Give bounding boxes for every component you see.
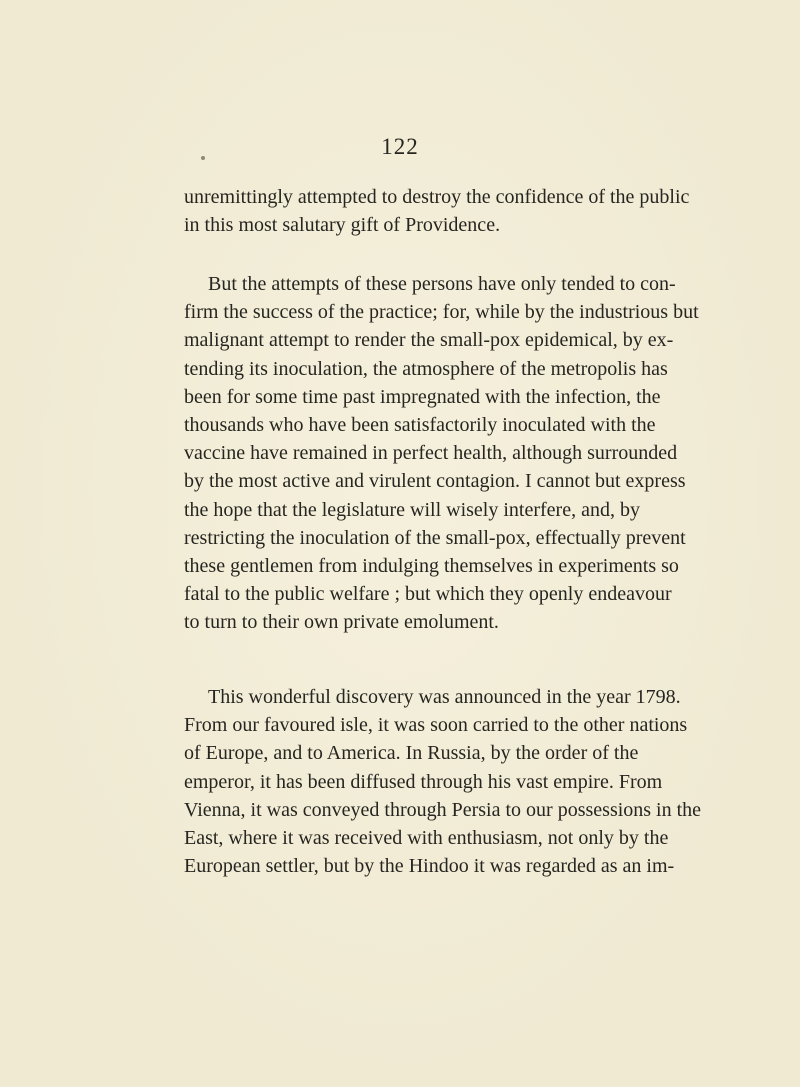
text-line: unremittingly attempted to destroy the confidence of the public <box>184 186 690 208</box>
text-line: firm the success of the practice; for, while by the industrious but <box>184 301 699 324</box>
paragraph-2 <box>184 270 699 636</box>
text-line: vaccine have remained in perfect health, although surrounded <box>184 442 678 465</box>
text-line: European settler, but by the Hindoo it was regarded as an im- <box>184 855 675 878</box>
paragraph-3 <box>184 683 702 880</box>
text-line: to turn to their own private emolument. <box>184 611 499 634</box>
text-line: This wonderful discovery was announced in the year 1798. <box>208 686 681 708</box>
text-line: thousands who have been satisfactorily inoculated with the <box>184 413 656 436</box>
text-line: But the attempts of these persons have only tended to con- <box>208 273 676 295</box>
text-line: restricting the inoculation of the small-pox, effectually prevent <box>184 526 686 549</box>
text-line: of Europe, and to America. In Russia, by the order of the <box>184 742 639 765</box>
text-line: tending its inoculation, the atmosphere of the metropolis has <box>184 357 668 380</box>
text-line: in this most salutary gift of Providence. <box>184 214 501 237</box>
text-line: malignant attempt to render the small-pox epidemical, by ex- <box>184 329 674 352</box>
text-line: by the most active and virulent contagion. I cannot but express <box>184 470 686 493</box>
text-line: From our favoured isle, it was soon carried to the other nations <box>184 714 688 737</box>
text-line: been for some time past impregnated with the infection, the <box>184 385 661 408</box>
text-line: emperor, it has been diffused through his vast empire. From <box>184 770 663 793</box>
page-number: 122 <box>381 134 419 159</box>
paragraph-1 <box>184 183 690 239</box>
text-line: fatal to the public welfare ; but which they openly endeavour <box>184 583 672 606</box>
text-line: East, where it was received with enthusiasm, not only by the <box>184 826 669 849</box>
text-line: these gentlemen from indulging themselves in experiments so <box>184 554 679 577</box>
text-line: Vienna, it was conveyed through Persia to our possessions in the <box>184 798 702 821</box>
text-line: the hope that the legislature will wisely interfere, and, by <box>184 498 640 521</box>
